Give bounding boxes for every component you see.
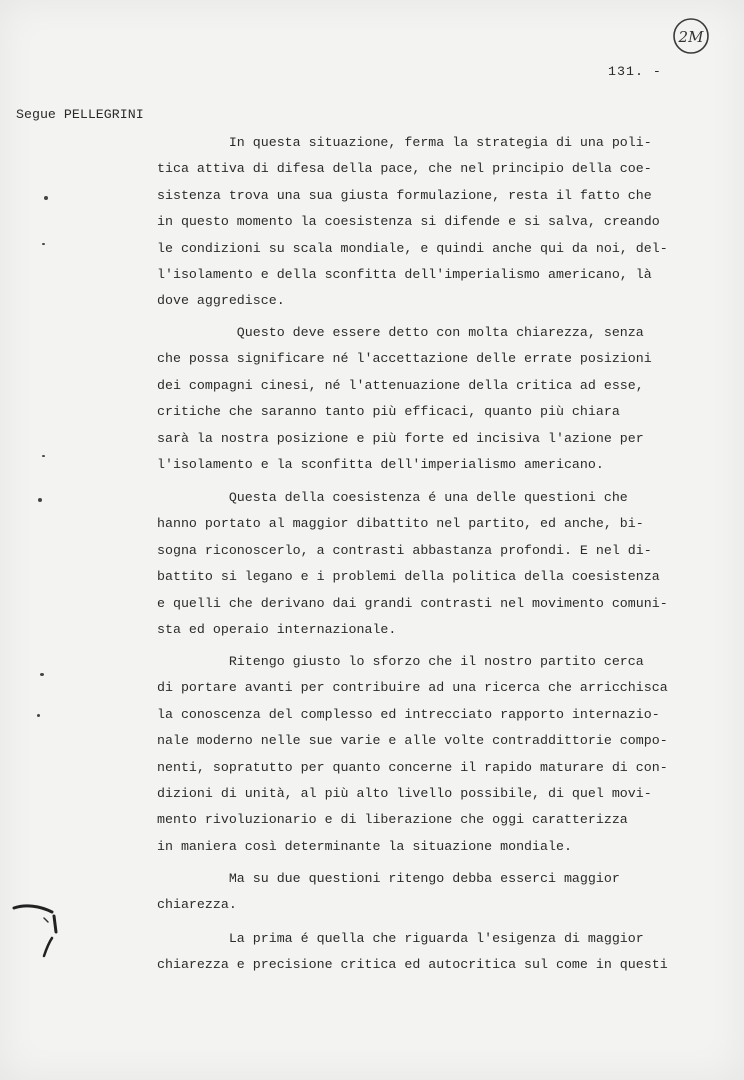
text-line: sogna riconoscerlo, a contrasti abbastanza profondi. E nel di- xyxy=(157,542,652,558)
paragraph xyxy=(157,866,737,919)
text-line: la conoscenza del complesso ed intrecciato rapporto internazio- xyxy=(157,706,660,722)
text-line: dove aggredisce. xyxy=(157,293,285,309)
margin-scribble xyxy=(8,896,68,960)
svg-text:2M: 2M xyxy=(678,28,704,46)
paragraph xyxy=(157,649,737,860)
text-line: tica attiva di difesa della pace, che nel principio della coe- xyxy=(157,161,652,177)
text-line: Questa della coesistenza é una delle questioni che xyxy=(157,490,628,505)
margin-dot xyxy=(42,243,45,245)
handwritten-page-stamp xyxy=(671,16,711,56)
text-line: In questa situazione, ferma la strategia di una poli- xyxy=(157,135,652,150)
margin-dot xyxy=(40,673,44,676)
text-line: le condizioni su scala mondiale, e quindi anche qui da noi, del- xyxy=(157,240,668,256)
paragraph xyxy=(157,926,737,979)
paragraph xyxy=(157,130,737,315)
text-line: dei compagni cinesi, né l'attenuazione della critica ad esse, xyxy=(157,377,644,393)
text-line: l'isolamento e la sconfitta dell'imperialismo americano. xyxy=(157,456,604,472)
text-line: Ritengo giusto lo sforzo che il nostro partito cerca xyxy=(157,654,644,669)
text-line: nale moderno nelle sue varie e alle volte contraddittorie compo- xyxy=(157,733,668,749)
text-line: in maniera così determinante la situazione mondiale. xyxy=(157,838,572,854)
text-line: Questo deve essere detto con molta chiarezza, senza xyxy=(157,325,644,340)
text-line: di portare avanti per contribuire ad una ricerca che arricchisca xyxy=(157,680,668,696)
text-line: battito si legano e i problemi della politica della coesistenza xyxy=(157,569,660,585)
paragraph xyxy=(157,320,737,478)
text-line: dizioni di unità, al più alto livello possibile, di quel movi- xyxy=(157,785,652,801)
text-line: mento rivoluzionario e di liberazione che oggi caratterizza xyxy=(157,812,628,828)
text-line: nenti, sopratutto per quanto concerne il rapido maturare di con- xyxy=(157,759,668,775)
text-line: in questo momento la coesistenza si difende e si salva, creando xyxy=(157,214,660,230)
text-line: Ma su due questioni ritengo debba esserci maggior xyxy=(157,871,620,886)
text-line: La prima é quella che riguarda l'esigenza di maggior xyxy=(157,931,644,946)
text-line: hanno portato al maggior dibattito nel partito, ed anche, bi- xyxy=(157,516,644,532)
margin-dot xyxy=(42,455,45,457)
paragraph xyxy=(157,485,737,643)
page-number: 131. - xyxy=(608,64,662,79)
text-line: sistenza trova una sua giusta formulazione, resta il fatto che xyxy=(157,187,652,203)
text-line: chiarezza. xyxy=(157,897,237,913)
margin-dot xyxy=(38,498,42,502)
text-line: l'isolamento e della sconfitta dell'imperialismo americano, là xyxy=(157,266,652,282)
speaker-label: Segue PELLEGRINI xyxy=(16,107,144,122)
text-line: chiarezza e precisione critica ed autocritica sul come in questi xyxy=(157,957,668,973)
text-line: e quelli che derivano dai grandi contrasti nel movimento comuni- xyxy=(157,595,668,611)
text-line: che possa significare né l'accettazione delle errate posizioni xyxy=(157,351,652,367)
margin-dot xyxy=(37,714,40,717)
text-line: critiche che saranno tanto più efficaci, quanto più chiara xyxy=(157,404,620,420)
text-line: sarà la nostra posizione e più forte ed incisiva l'azione per xyxy=(157,430,644,446)
margin-dot xyxy=(44,196,48,200)
text-line: sta ed operaio internazionale. xyxy=(157,621,397,637)
